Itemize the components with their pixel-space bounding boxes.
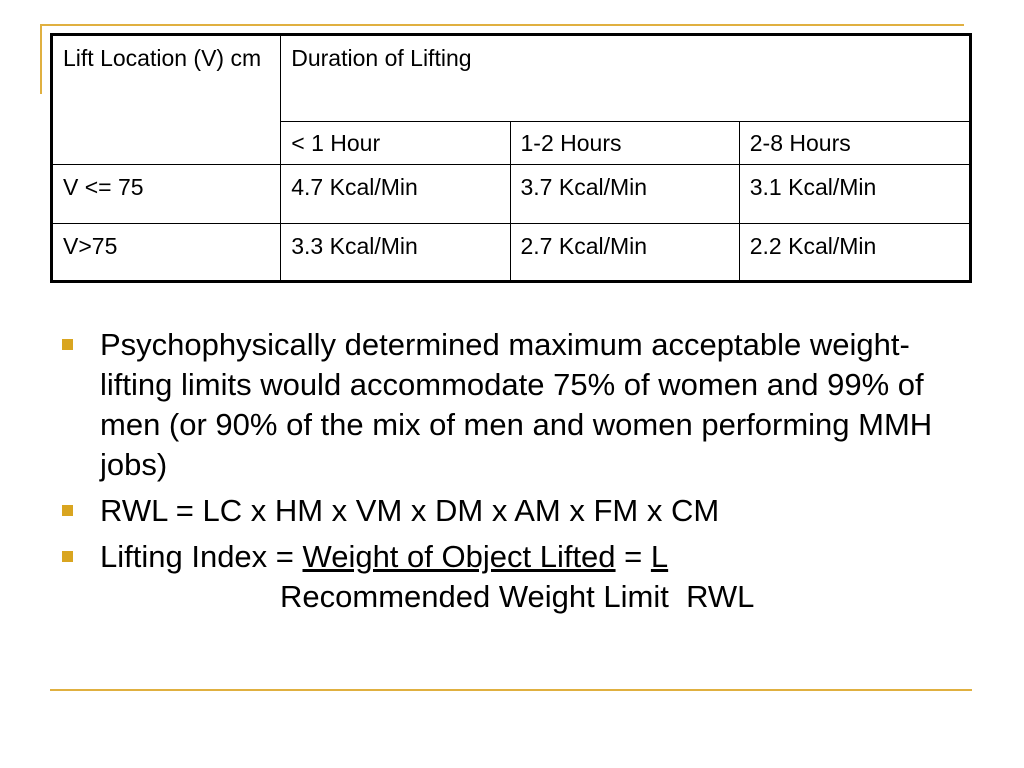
row-label: V>75 xyxy=(52,224,281,282)
bullet-text: Psychophysically determined maximum acceptable weight-lifting limits would accommodate 75% of women and 99% of men (or 90% of the mix of men and women performing MMH jobs) xyxy=(100,327,933,482)
table-cell: 3.7 Kcal/Min xyxy=(510,165,739,224)
table-cell: 4.7 Kcal/Min xyxy=(281,165,510,224)
duration-header: Duration of Lifting xyxy=(281,35,971,122)
left-accent-line xyxy=(40,24,42,94)
square-bullet-icon xyxy=(62,505,73,516)
table-row xyxy=(52,165,971,224)
lifting-index-short-numerator: L xyxy=(650,539,669,574)
lifting-index-denominator: Recommended Weight Limit xyxy=(280,579,669,614)
table-cell: 3.1 Kcal/Min xyxy=(739,165,970,224)
bullet-list xyxy=(62,325,962,623)
lifting-index-short-denominator: RWL xyxy=(686,579,755,614)
lifting-index-denominator-line xyxy=(100,577,962,617)
table-cell: 2.2 Kcal/Min xyxy=(739,224,970,282)
duration-col-header: < 1 Hour xyxy=(281,122,510,165)
row-label: V <= 75 xyxy=(52,165,281,224)
lifting-index-prefix: Lifting Index = xyxy=(100,539,303,574)
lifting-index-numerator: Weight of Object Lifted xyxy=(302,539,616,574)
table-row xyxy=(52,224,971,282)
bullet-text: RWL = LC x HM x VM x DM x AM x FM x CM xyxy=(100,493,720,528)
table-header-row xyxy=(52,35,971,122)
lifting-limits-table xyxy=(50,33,972,283)
square-bullet-icon xyxy=(62,339,73,350)
top-accent-line xyxy=(40,24,964,26)
lift-location-header: Lift Location (V) cm xyxy=(52,35,281,165)
bullet-item xyxy=(62,325,962,485)
bottom-accent-line xyxy=(50,689,972,691)
square-bullet-icon xyxy=(62,551,73,562)
lifting-index-equals: = xyxy=(615,539,651,574)
bullet-item xyxy=(62,537,962,617)
bullet-item xyxy=(62,491,962,531)
table-cell: 3.3 Kcal/Min xyxy=(281,224,510,282)
duration-col-header: 2-8 Hours xyxy=(739,122,970,165)
duration-col-header: 1-2 Hours xyxy=(510,122,739,165)
table-cell: 2.7 Kcal/Min xyxy=(510,224,739,282)
